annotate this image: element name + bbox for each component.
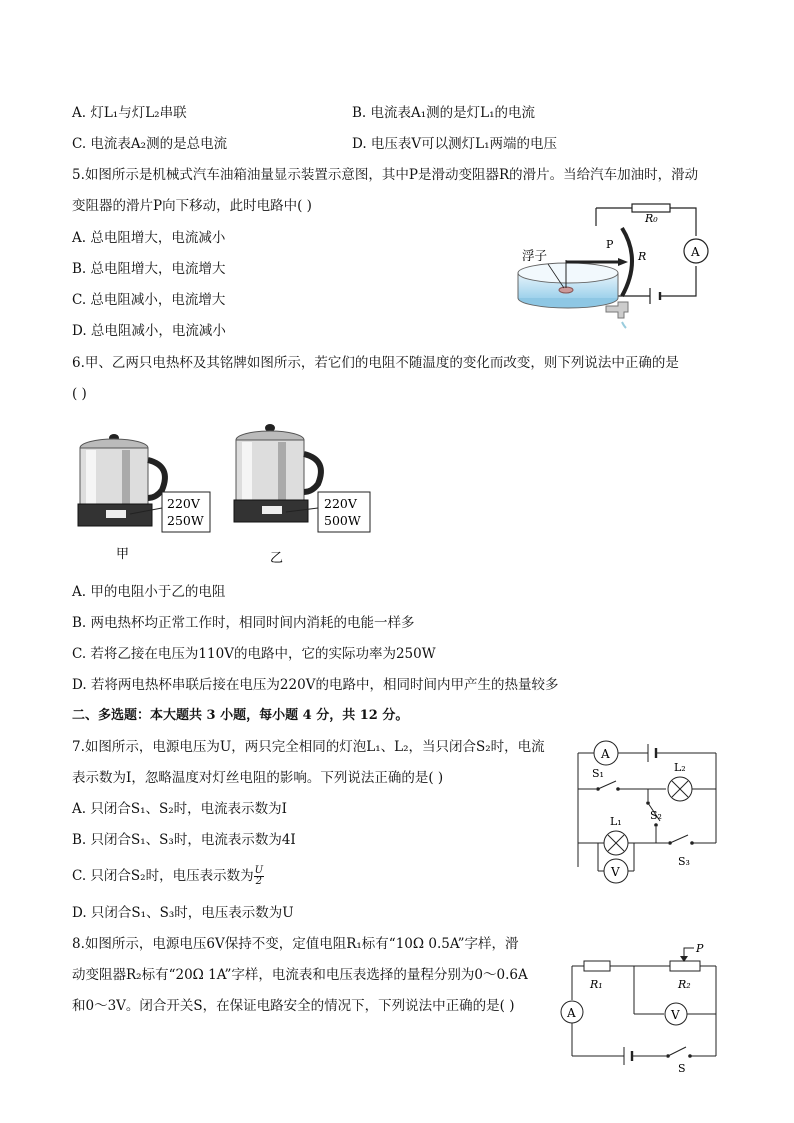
q6-kettles-figure [72, 418, 392, 568]
q5-r0-resistor [632, 204, 670, 212]
q7-stem-line2: 表示数为I，忽略温度对灯丝电阻的影响。下列说法正确的是( ) [72, 770, 444, 786]
q8-circuit-figure [560, 940, 720, 1075]
svg-text:V: V [611, 865, 620, 879]
q7-s3-label: S₃ [678, 855, 690, 868]
svg-text:R: R [638, 250, 647, 263]
q5-fuel-gauge-figure [510, 198, 730, 333]
q5-option-a: A. 总电阻增大，电流减小 [72, 230, 226, 246]
svg-text:R₁: R₁ [590, 978, 603, 991]
q6-option-a: A. 甲的电阻小于乙的电阻 [72, 584, 226, 600]
q5-option-d: D. 总电阻减小，电流减小 [72, 323, 226, 339]
q6-stem-line1: 6.甲、乙两只电热杯及其铭牌如图所示，若它们的电阻不随温度的变化而改变，则下列说法中正确的是 [72, 355, 679, 371]
q7-option-a: A. 只闭合S₁、S₂时，电流表示数为I [72, 801, 287, 817]
q6-option-d: D. 若将两电热杯串联后接在电压为220V的电路中，相同时间内甲产生的热量较多 [72, 677, 559, 693]
q7-option-c: C. 只闭合S₂时，电压表示数为 $\frac{U}{2}$ [72, 865, 264, 887]
svg-text:250W: 250W [167, 513, 204, 528]
q5-float-label: 浮子 [522, 248, 548, 263]
q8-stem-line2: 动变阻器R₂标有“20Ω 1A”字样，电流表和电压表选择的量程分别为0～0.6A [72, 967, 528, 983]
svg-text:220V: 220V [167, 496, 200, 511]
q8-stem-line1: 8.如图所示，电源电压6V保持不变，定值电阻R₁标有“10Ω 0.5A”字样，滑 [72, 936, 519, 952]
q8-r1-resistor [584, 961, 610, 971]
q6-label-jia: 甲 [116, 547, 130, 562]
svg-text:A: A [567, 1006, 576, 1020]
q8-switch-label: S [678, 1062, 686, 1075]
q7-circuit-figure [572, 737, 722, 882]
q6-kettle-yi [234, 424, 321, 522]
q8-r2-rheostat [670, 961, 700, 971]
q6-kettle-jia [78, 434, 165, 526]
q8-stem-line3: 和0～3V。闭合开关S，在保证电路安全的情况下，下列说法中正确的是( ) [72, 998, 515, 1014]
svg-text:R₂: R₂ [678, 978, 691, 991]
q7-stem-line1: 7.如图所示，电源电压为U，两只完全相同的灯泡L₁、L₂，当只闭合S₂时，电流 [72, 739, 545, 755]
svg-text:L₁: L₁ [610, 815, 622, 828]
q4-option-c: C. 电流表A₂测的是总电流 [72, 136, 228, 152]
q5-option-c: C. 总电阻减小，电流增大 [72, 292, 226, 308]
q6-stem-line2: ( ) [72, 386, 87, 402]
svg-text:V: V [671, 1008, 680, 1022]
q6-option-c: C. 若将乙接在电压为110V的电路中，它的实际功率为250W [72, 646, 436, 662]
q7-s1-label: S₁ [592, 767, 604, 780]
q5-option-b: B. 总电阻增大，电流增大 [72, 261, 226, 277]
q5-stem-line2: 变阻器的滑片P向下移动，此时电路中( ) [72, 198, 312, 214]
q7-ammeter-label: A [601, 747, 610, 761]
section-multiple-choice-heading: 二、多选题：本大题共 3 小题，每小题 4 分，共 12 分。 [72, 708, 409, 723]
q6-option-b: B. 两电热杯均正常工作时，相同时间内消耗的电能一样多 [72, 615, 415, 631]
svg-text:P: P [606, 238, 614, 251]
q5-r0-label: R₀ [645, 212, 658, 225]
q6-label-yi: 乙 [270, 551, 284, 566]
q4-option-a: A. 灯L₁与灯L₂串联 [72, 105, 187, 121]
q5-stem-line1: 5.如图所示是机械式汽车油箱油量显示装置示意图，其中P是滑动变阻器R的滑片。当给汽车加油时，滑动 [72, 167, 699, 183]
q4-option-b: B. 电流表A₁测的是灯L₁的电流 [352, 105, 536, 121]
q7-option-b: B. 只闭合S₁、S₃时，电流表示数为4I [72, 832, 296, 848]
q4-option-d: D. 电压表V可以测灯L₁两端的电压 [352, 136, 558, 152]
svg-text:L₂: L₂ [674, 761, 686, 774]
svg-text:500W: 500W [324, 513, 361, 528]
q7-s2-label: S₂ [650, 809, 662, 822]
q7-option-d: D. 只闭合S₁、S₃时，电压表示数为U [72, 905, 294, 921]
svg-text:220V: 220V [324, 496, 357, 511]
svg-text:P: P [696, 942, 704, 955]
svg-text:A: A [691, 245, 700, 259]
